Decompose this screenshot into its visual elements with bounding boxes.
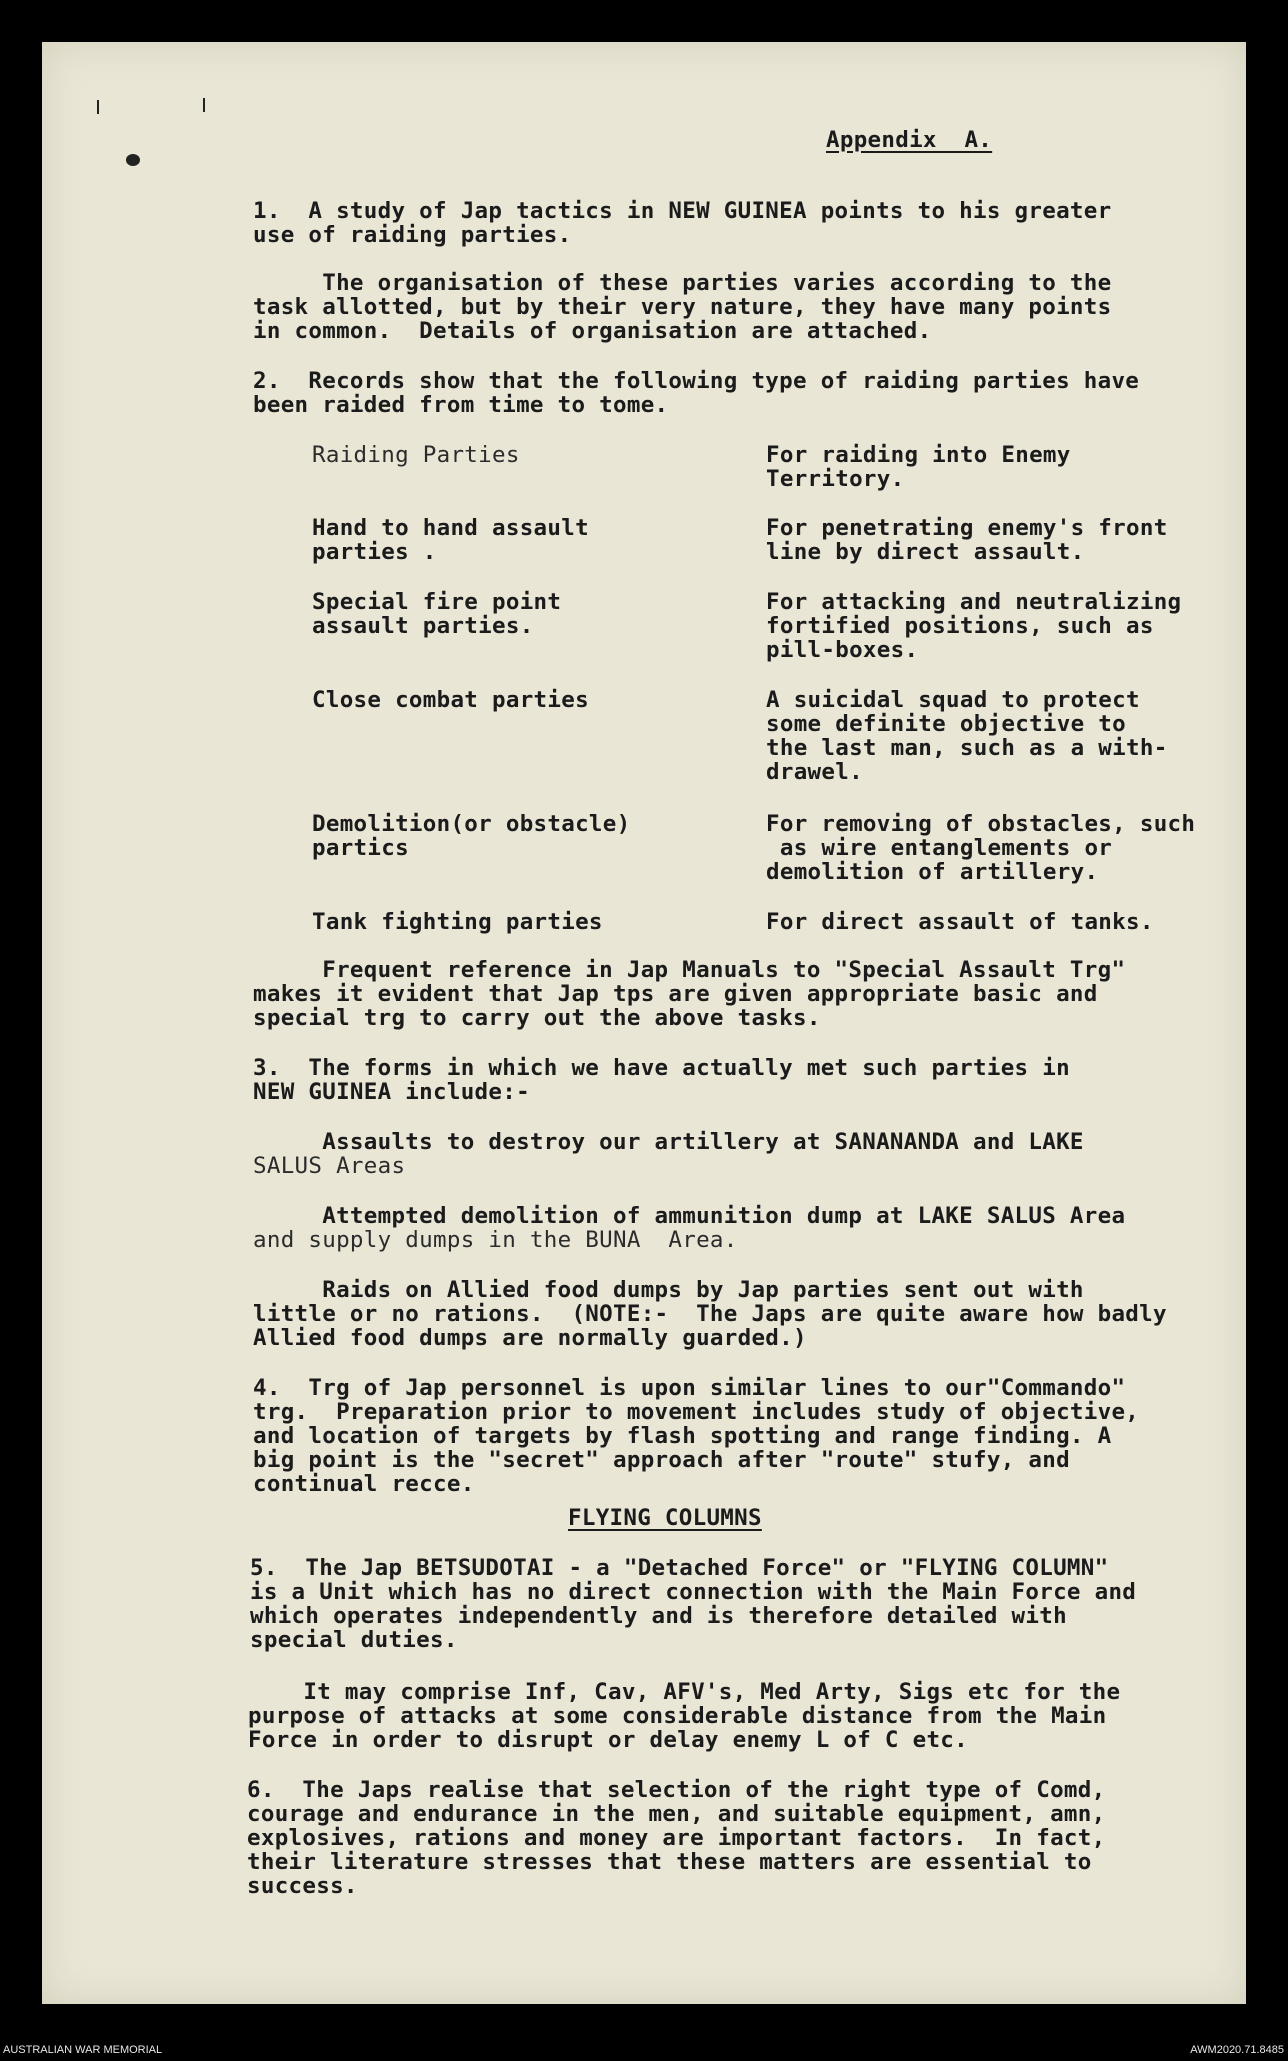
party-purpose: the last man, such as a with- <box>766 735 1168 761</box>
p2b-line: special trg to carry out the above tasks. <box>253 1005 821 1031</box>
p3-line: 3. The forms in which we have actually met such parties in <box>253 1055 1070 1081</box>
p6-line: success. <box>247 1873 358 1899</box>
archive-reference: AWM2020.71.8485 <box>1190 2044 1284 2056</box>
party-purpose: A suicidal squad to protect <box>766 687 1140 713</box>
party-purpose: For removing of obstacles, such <box>766 811 1196 837</box>
party-purpose: demolition of artillery. <box>766 859 1099 885</box>
section-subheading: FLYING COLUMNS <box>568 1505 762 1531</box>
p5-line: is a Unit which has no direct connection with the Main Force and <box>250 1579 1137 1605</box>
p1-line: in common. Details of organisation are attached. <box>253 318 932 344</box>
party-type: Hand to hand assault <box>312 515 589 541</box>
p5-line: 5. The Jap BETSUDOTAI - a "Detached Force" or "FLYING COLUMN" <box>250 1555 1109 1581</box>
party-purpose: For attacking and neutralizing <box>766 589 1182 615</box>
p6-line: explosives, rations and money are important factors. In fact, <box>247 1825 1106 1851</box>
party-type: Tank fighting parties <box>312 909 603 935</box>
p2b-line: makes it evident that Jap tps are given appropriate basic and <box>253 981 1098 1007</box>
party-purpose: For direct assault of tanks. <box>766 909 1154 935</box>
p1-line: task allotted, but by their very nature, they have many points <box>253 294 1112 320</box>
p5-line: special duties. <box>250 1627 458 1653</box>
p1-line: The organisation of these parties varies according to the <box>253 270 1112 296</box>
party-purpose: For raiding into Enemy <box>766 442 1071 468</box>
p3-line: Attempted demolition of ammunition dump at LAKE SALUS Area <box>253 1203 1126 1229</box>
party-type: Close combat parties <box>312 687 589 713</box>
party-purpose: some definite objective to <box>766 711 1126 737</box>
party-purpose: as wire entanglements or <box>766 835 1113 861</box>
archive-credit: AUSTRALIAN WAR MEMORIAL <box>3 2044 163 2056</box>
party-type: Demolition(or obstacle) <box>312 811 631 837</box>
party-purpose: Territory. <box>766 466 905 492</box>
p3-line: Raids on Allied food dumps by Jap parties sent out with <box>253 1277 1084 1303</box>
p2-line: 2. Records show that the following type of raiding parties have <box>253 368 1140 394</box>
party-type: Special fire point <box>312 589 562 615</box>
p6-line: 6. The Japs realise that selection of the right type of Comd, <box>247 1777 1106 1803</box>
p3-line: Assaults to destroy our artillery at SANANANDA and LAKE <box>253 1129 1084 1155</box>
p1-line: use of raiding parties. <box>253 222 572 248</box>
party-type: assault parties. <box>312 613 534 639</box>
p4-line: 4. Trg of Jap personnel is upon similar lines to our"Commando" <box>253 1375 1126 1401</box>
party-purpose: drawel. <box>766 759 863 785</box>
party-purpose: line by direct assault. <box>766 539 1085 565</box>
p5b-line: It may comprise Inf, Cav, AFV's, Med Arty, Sigs etc for the <box>248 1679 1121 1705</box>
p3-line: SALUS Areas <box>253 1153 406 1179</box>
p4-line: trg. Preparation prior to movement includes study of objective, <box>253 1399 1140 1425</box>
p3-line: NEW GUINEA include:- <box>253 1079 530 1105</box>
p6-line: courage and endurance in the men, and suitable equipment, amn, <box>247 1801 1106 1827</box>
p4-line: continual recce. <box>253 1471 475 1497</box>
party-purpose: pill-boxes. <box>766 637 919 663</box>
page-heading: Appendix A. <box>826 127 993 153</box>
p2-line: been raided from time to tome. <box>253 392 669 418</box>
p3-line: and supply dumps in the BUNA Area. <box>253 1227 738 1253</box>
p2b-line: Frequent reference in Jap Manuals to "Special Assault Trg" <box>253 957 1126 983</box>
p6-line: their literature stresses that these matters are essential to <box>247 1849 1092 1875</box>
party-purpose: fortified positions, such as <box>766 613 1154 639</box>
pin-mark <box>97 100 99 114</box>
p1-line: 1. A study of Jap tactics in NEW GUINEA points to his greater <box>253 198 1112 224</box>
party-type: partics <box>312 835 409 861</box>
party-type: Raiding Parties <box>312 442 520 468</box>
party-type: parties . <box>312 539 437 565</box>
ink-blot <box>126 154 140 166</box>
p5-line: which operates independently and is therefore detailed with <box>250 1603 1067 1629</box>
p5b-line: Force in order to disrupt or delay enemy L of C etc. <box>248 1727 968 1753</box>
p5b-line: purpose of attacks at some considerable distance from the Main <box>248 1703 1107 1729</box>
p4-line: and location of targets by flash spotting and range finding. A <box>253 1423 1112 1449</box>
pin-mark <box>203 98 205 112</box>
p3-line: little or no rations. (NOTE:- The Japs are quite aware how badly <box>253 1301 1167 1327</box>
party-purpose: For penetrating enemy's front <box>766 515 1168 541</box>
p4-line: big point is the "secret" approach after "route" stufy, and <box>253 1447 1070 1473</box>
p3-line: Allied food dumps are normally guarded.) <box>253 1325 807 1351</box>
